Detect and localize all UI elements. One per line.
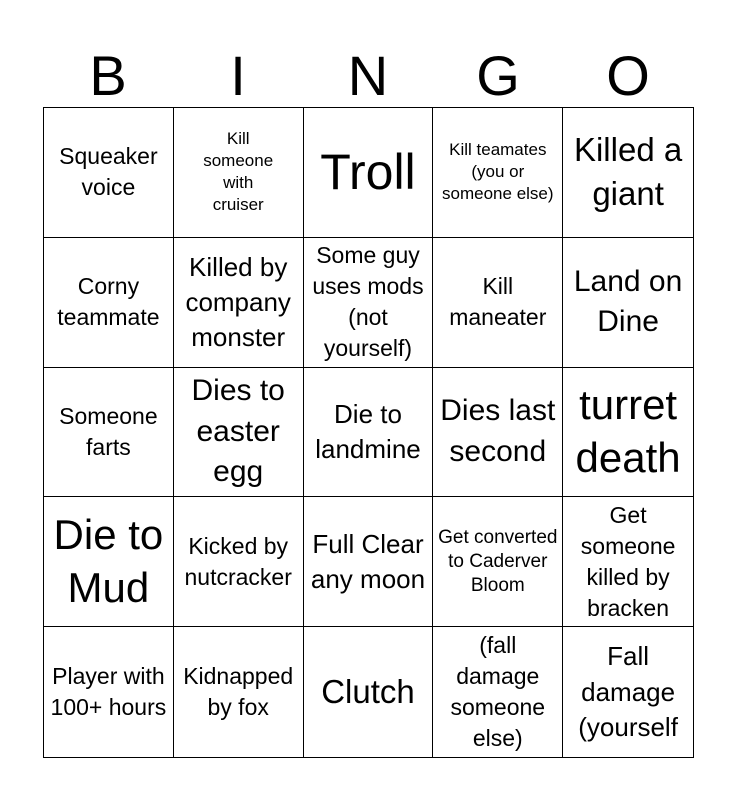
bingo-cell[interactable]	[44, 627, 174, 757]
bingo-cell[interactable]	[44, 368, 174, 498]
header-letter-o: O	[606, 44, 650, 107]
cell-text: Squeaker voice	[59, 143, 158, 201]
header-letter-g: G	[476, 44, 520, 107]
bingo-cell[interactable]	[563, 238, 693, 368]
cell-text: Die to landmine	[315, 398, 421, 464]
bingo-cell[interactable]	[433, 108, 563, 238]
cell-text: Kicked by nutcracker	[184, 532, 292, 590]
bingo-cell[interactable]	[174, 368, 304, 498]
bingo-cell[interactable]	[44, 108, 174, 238]
cell-text: Clutch	[321, 672, 415, 710]
cell-text: (fall damage someone else)	[450, 632, 546, 752]
cell-text: Kill someone with cruiser	[203, 129, 274, 215]
cell-text: Some guy uses mods (not yourself)	[312, 242, 424, 362]
bingo-cell[interactable]	[433, 627, 563, 757]
cell-text: Full Clear any moon	[310, 528, 426, 594]
cell-text: Troll	[320, 143, 416, 200]
bingo-cell[interactable]	[563, 368, 693, 498]
bingo-cell[interactable]	[433, 368, 563, 498]
cell-text: Kidnapped by fox	[183, 663, 294, 721]
bingo-cell[interactable]	[563, 497, 693, 627]
bingo-cell[interactable]	[174, 238, 304, 368]
cell-text: Get someone killed by bracken	[580, 501, 676, 621]
cell-text: Die to Mud	[53, 511, 164, 611]
cell-text: Get converted to Caderver Bloom	[438, 527, 558, 596]
bingo-grid	[43, 107, 694, 758]
bingo-header	[43, 44, 693, 108]
cell-text: Someone farts	[59, 402, 158, 460]
cell-text: Player with 100+ hours	[50, 663, 167, 721]
cell-text: Dies to easter egg	[191, 374, 285, 489]
bingo-cell[interactable]	[44, 238, 174, 368]
header-letter-b: B	[89, 44, 127, 107]
cell-text: Corny teammate	[57, 273, 160, 331]
bingo-cell[interactable]	[174, 108, 304, 238]
bingo-cell[interactable]	[433, 238, 563, 368]
cell-text: Kill maneater	[449, 273, 547, 331]
cell-text: Killed by company monster	[185, 251, 291, 352]
bingo-cell[interactable]	[304, 238, 434, 368]
bingo-cell[interactable]	[304, 368, 434, 498]
cell-text: Killed a giant	[573, 130, 683, 213]
bingo-cell[interactable]	[563, 108, 693, 238]
bingo-cell[interactable]	[433, 497, 563, 627]
cell-text: Dies last second	[440, 394, 556, 468]
cell-text: Kill teamates (you or someone else)	[442, 140, 554, 204]
bingo-cell[interactable]	[304, 627, 434, 757]
bingo-cell[interactable]	[174, 497, 304, 627]
bingo-cell[interactable]	[304, 108, 434, 238]
header-letter-n: N	[347, 44, 389, 107]
cell-text: turret death	[575, 381, 681, 481]
cell-text: Fall damage (yourself	[578, 641, 678, 742]
bingo-cell[interactable]	[304, 497, 434, 627]
header-letter-i: I	[230, 44, 246, 107]
bingo-cell[interactable]	[563, 627, 693, 757]
bingo-cell[interactable]	[44, 497, 174, 627]
cell-text: Land on Dine	[573, 264, 683, 339]
bingo-cell[interactable]	[174, 627, 304, 757]
